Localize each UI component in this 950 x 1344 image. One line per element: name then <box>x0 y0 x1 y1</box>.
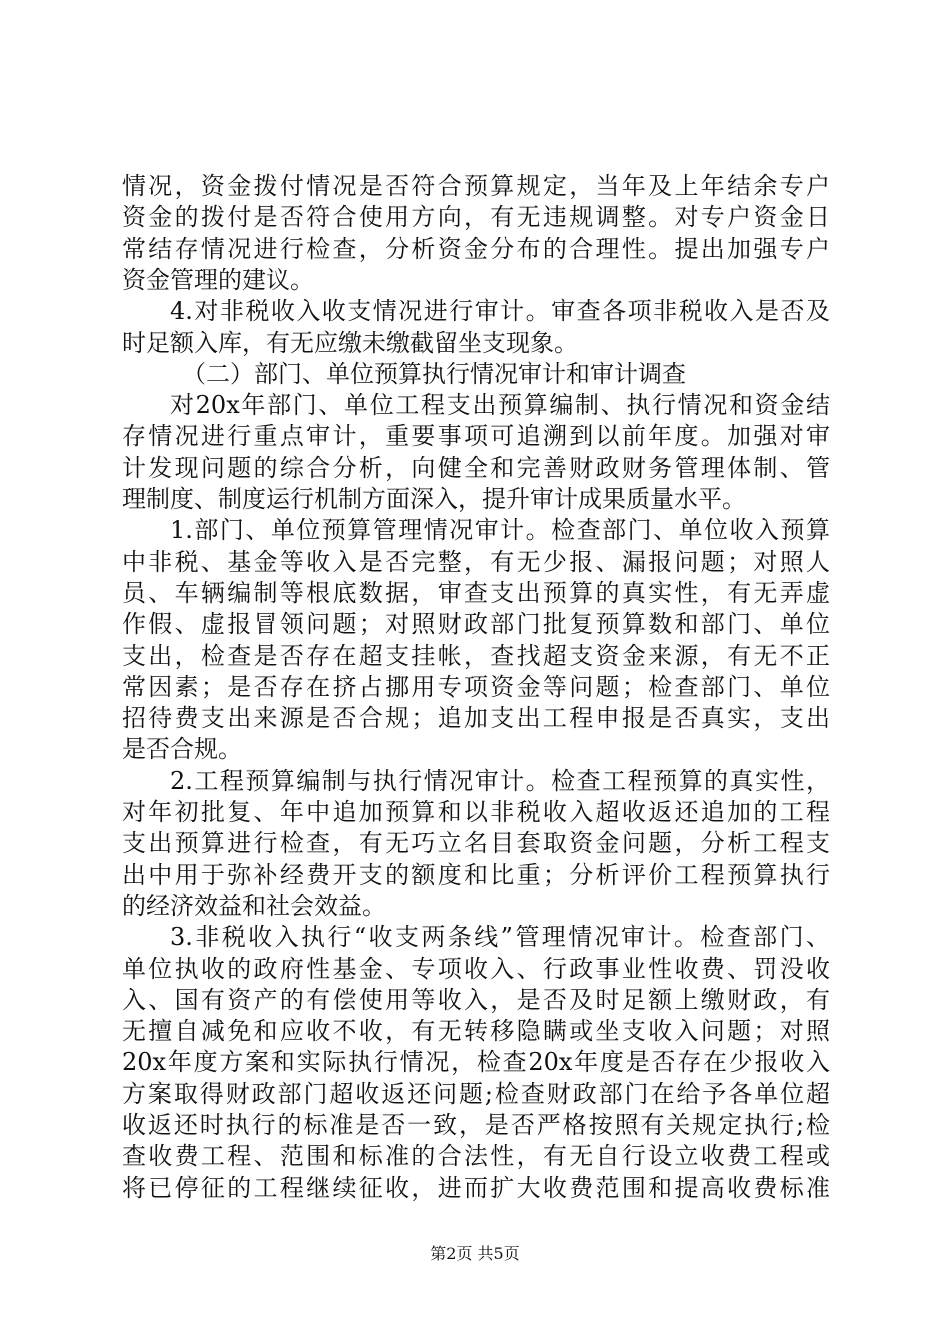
paragraph-line: 入、国有资产的有偿使用等收入，是否及时足额上缴财政，有 <box>122 986 830 1014</box>
paragraph-line: 将已停征的工程继续征收，进而扩大收费范围和提高收费标准 <box>122 1174 830 1202</box>
paragraph-line: 无擅自减免和应收不收，有无转移隐瞒或坐支收入问题；对照 <box>122 1017 830 1045</box>
paragraph-line: 资金管理的建议。 <box>122 266 314 294</box>
paragraph-line: 对20x年部门、单位工程支出预算编制、执行情况和资金结 <box>170 391 830 419</box>
paragraph-line: 单位执收的政府性基金、专项收入、行政事业性收费、罚没收 <box>122 955 830 983</box>
paragraph-line: 员、车辆编制等根底数据，审查支出预算的真实性，有无弄虚 <box>122 579 830 607</box>
paragraph-line: 情况，资金拨付情况是否符合预算规定，当年及上年结余专户 <box>122 172 830 200</box>
paragraph-line: 理制度、制度运行机制方面深入，提升审计成果质量水平。 <box>122 485 746 513</box>
paragraph-line: 3.非税收入执行“收支两条线”管理情况审计。检查部门、 <box>170 923 830 951</box>
paragraph-line: 1.部门、单位预算管理情况审计。检查部门、单位收入预算 <box>170 516 830 544</box>
paragraph-line: 出中用于弥补经费开支的额度和比重；分析评价工程预算执行 <box>122 861 830 889</box>
paragraph-line: 资金的拨付是否符合使用方向，有无违规调整。对专户资金日 <box>122 203 830 231</box>
paragraph-line: 2.工程预算编制与执行情况审计。检查工程预算的真实性， <box>170 767 830 795</box>
paragraph-line: 查收费工程、范围和标准的合法性，有无自行设立收费工程或 <box>122 1142 830 1170</box>
paragraph-line: 作假、虚报冒领问题；对照财政部门批复预算数和部门、单位 <box>122 610 830 638</box>
paragraph-line: 是否合规。 <box>122 735 242 763</box>
section-heading: （二）部门、单位预算执行情况审计和审计调查 <box>182 360 686 388</box>
paragraph-line: 方案取得财政部门超收返还问题;检查财政部门在给予各单位超 <box>122 1080 830 1108</box>
paragraph-line: 中非税、基金等收入是否完整，有无少报、漏报问题；对照人 <box>122 548 830 576</box>
paragraph-line: 4.对非税收入收支情况进行审计。审查各项非税收入是否及 <box>170 297 830 325</box>
paragraph-line: 常结存情况进行检查，分析资金分布的合理性。提出加强专户 <box>122 235 830 263</box>
paragraph-line: 20x年度方案和实际执行情况，检查20x年度是否存在少报收入 <box>122 1048 830 1076</box>
paragraph-line: 支出预算进行检查，有无巧立名目套取资金问题，分析工程支 <box>122 829 830 857</box>
paragraph-line: 计发现问题的综合分析，向健全和完善财政财务管理体制、管 <box>122 454 830 482</box>
page-footer: 第2页 共5页 <box>430 1244 520 1263</box>
paragraph-line: 存情况进行重点审计，重要事项可追溯到以前年度。加强对审 <box>122 422 830 450</box>
paragraph-line: 对年初批复、年中追加预算和以非税收入超收返还追加的工程 <box>122 798 830 826</box>
paragraph-line: 的经济效益和社会效益。 <box>122 892 386 920</box>
paragraph-line: 支出，检查是否存在超支挂帐，查找超支资金来源，有无不正 <box>122 642 830 670</box>
paragraph-line: 收返还时执行的标准是否一致，是否严格按照有关规定执行;检 <box>122 1111 830 1139</box>
paragraph-line: 时足额入库，有无应缴未缴截留坐支现象。 <box>122 329 578 357</box>
paragraph-line: 常因素；是否存在挤占挪用专项资金等问题；检查部门、单位 <box>122 673 830 701</box>
paragraph-line: 招待费支出来源是否合规；追加支出工程申报是否真实，支出 <box>122 704 830 732</box>
